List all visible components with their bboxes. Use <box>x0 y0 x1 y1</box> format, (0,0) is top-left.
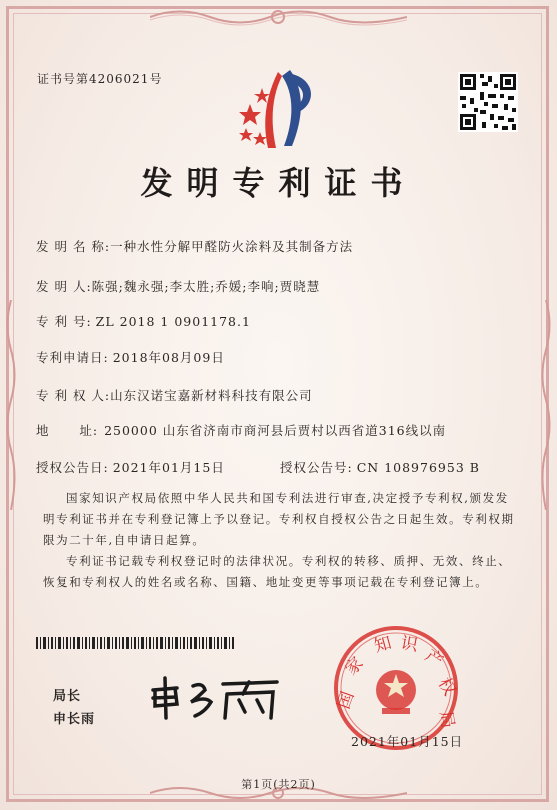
grant-number-label: 授权公告号: <box>280 460 353 475</box>
svg-text:权: 权 <box>433 674 460 700</box>
svg-text:知: 知 <box>372 633 394 657</box>
svg-text:识: 识 <box>399 633 420 656</box>
handwritten-signature <box>145 672 285 722</box>
right-ornament <box>539 300 553 510</box>
field-invention-name <box>36 237 353 255</box>
svg-text:局: 局 <box>435 709 458 730</box>
patentee-label: 专 利 权 人: <box>36 388 111 403</box>
svg-text:产: 产 <box>421 645 447 672</box>
patentee-value: 山东汉诺宝嘉新材料科技有限公司 <box>110 388 313 403</box>
seal-date: 2021年01月15日 <box>351 734 464 749</box>
cnipa-logo-icon <box>232 66 324 154</box>
top-ornament <box>150 6 407 28</box>
address-value: 250000 山东省济南市商河县后贾村以西省道316线以南 <box>104 423 447 438</box>
inventors-value: 陈强;魏永强;李太胜;乔媛;李响;贾晓慧 <box>91 279 321 294</box>
page-number: 第1页(共2页) <box>241 778 316 791</box>
signature-name: 申长雨 <box>53 712 96 727</box>
certificate-number: 证书号第4206021号 <box>37 72 163 86</box>
field-grant-date <box>36 458 225 476</box>
field-address <box>36 421 446 439</box>
grant-date-label: 授权公告日: <box>36 460 109 475</box>
inventors-label: 发 明 人: <box>36 279 92 294</box>
page-title: 发明专利证书 <box>140 164 417 202</box>
invention-name-label: 发 明 名 称: <box>36 239 111 254</box>
patent-number-label: 专 利 号: <box>36 314 92 329</box>
left-ornament <box>4 300 18 510</box>
filing-date-label: 专利申请日: <box>36 350 109 365</box>
body-paragraph-2: 专利证书记载专利权登记时的法律状况。专利权的转移、质押、无效、终止、恢复和专利权人的姓名或名称、国籍、地址变更等事项记载在专利登记簿上。 <box>43 554 512 589</box>
svg-text:家: 家 <box>341 653 368 680</box>
body-paragraph-1: 国家知识产权局依照中华人民共和国专利法进行审查,决定授予专利权,颁发发明专利证书并在专利登记簿上予以登记。专利权自授权公告之日起生效。专利权期限为二十年,自申请日起算。 <box>43 491 515 547</box>
field-patent-number <box>36 312 251 330</box>
field-filing-date <box>36 348 225 366</box>
grant-date-value: 2021年01月15日 <box>112 460 225 475</box>
filing-date-value: 2018年08月09日 <box>112 350 225 365</box>
field-patentee <box>36 386 313 404</box>
qr-code-icon <box>458 72 518 132</box>
address-label: 地 址: <box>36 423 99 438</box>
field-inventors <box>36 277 320 295</box>
invention-name-value: 一种水性分解甲醛防火涂料及其制备方法 <box>110 239 354 254</box>
svg-text:国: 国 <box>333 688 359 712</box>
field-grant-number <box>280 458 480 476</box>
signature-title: 局长 <box>53 689 82 704</box>
barcode-icon <box>36 637 236 649</box>
patent-number-value: ZL 2018 1 0901178.1 <box>95 314 251 329</box>
grant-number-value: CN 108976953 B <box>356 460 480 475</box>
